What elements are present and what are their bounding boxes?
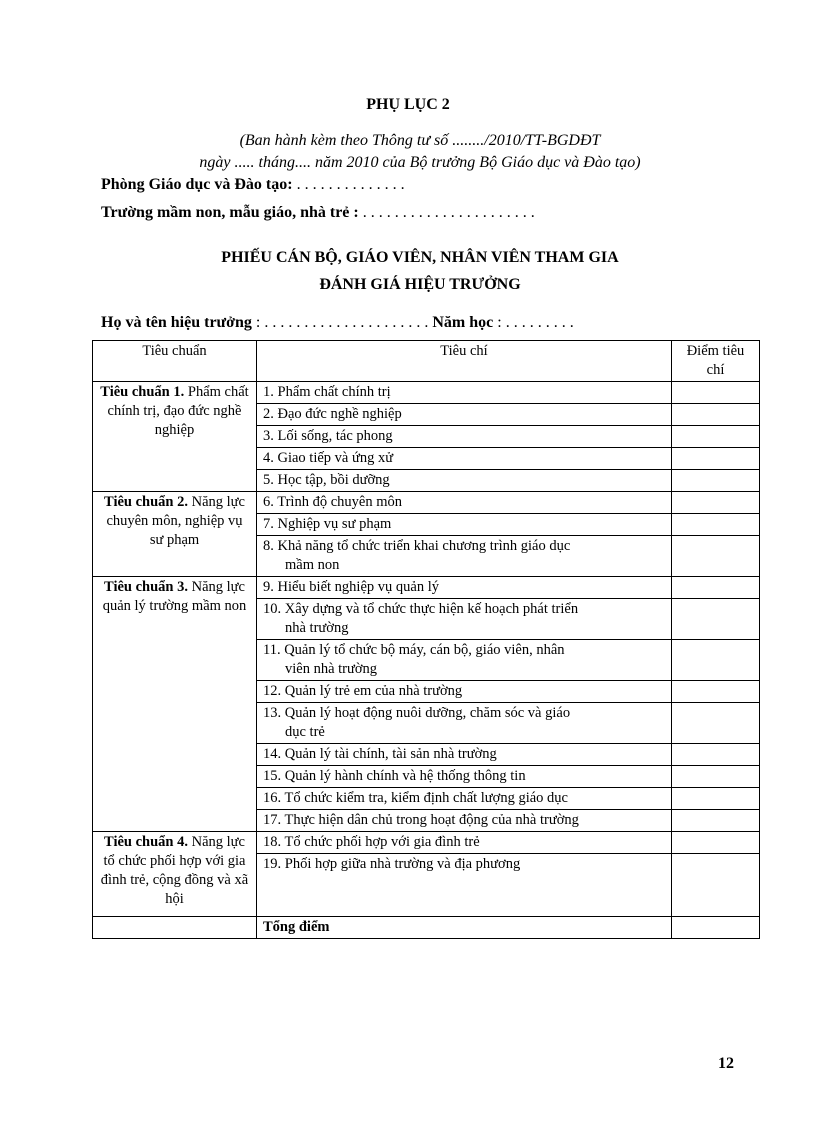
score-cell-12[interactable] xyxy=(672,681,760,703)
criterion-15: 15. Quản lý hành chính và hệ thống thông tin xyxy=(257,766,672,788)
score-cell-2[interactable] xyxy=(672,404,760,426)
standard-4-cell xyxy=(93,832,257,917)
criterion-14: 14. Quản lý tài chính, tài sản nhà trường xyxy=(257,744,672,766)
total-label: Tổng điểm xyxy=(257,917,672,939)
criterion-5: 5. Học tập, bồi dưỡng xyxy=(257,470,672,492)
score-cell-9[interactable] xyxy=(672,577,760,599)
table-row xyxy=(93,492,760,514)
criterion-7: 7. Nghiệp vụ sư phạm xyxy=(257,514,672,536)
score-cell-15[interactable] xyxy=(672,766,760,788)
score-cell-14[interactable] xyxy=(672,744,760,766)
criterion-19: 19. Phối hợp giữa nhà trường và địa phương xyxy=(257,854,672,917)
score-cell-17[interactable] xyxy=(672,810,760,832)
department-dots: . . . . . . . . . . . . . . xyxy=(292,176,405,193)
table-row xyxy=(93,382,760,404)
criterion-16: 16. Tổ chức kiểm tra, kiểm định chất lượng giáo dục xyxy=(257,788,672,810)
standard-2-cell xyxy=(93,492,257,577)
form-title xyxy=(0,244,816,298)
score-cell-1[interactable] xyxy=(672,382,760,404)
standard-2-desc: Năng lực chuyên môn, nghiệp vụ sư phạm xyxy=(106,494,245,548)
criterion-18: 18. Tổ chức phối hợp với gia đình trẻ xyxy=(257,832,672,854)
score-cell-16[interactable] xyxy=(672,788,760,810)
standard-2-title: Tiêu chuẩn 2. xyxy=(104,494,188,510)
standard-3-cell xyxy=(93,577,257,832)
score-cell-10[interactable] xyxy=(672,599,760,640)
standard-4-title: Tiêu chuẩn 4. xyxy=(104,834,188,850)
total-row xyxy=(93,917,760,939)
score-cell-4[interactable] xyxy=(672,448,760,470)
criterion-9: 9. Hiểu biết nghiệp vụ quản lý xyxy=(257,577,672,599)
standard-1-cell xyxy=(93,382,257,492)
page-number: 12 xyxy=(718,1055,734,1072)
standard-1-title: Tiêu chuẩn 1. xyxy=(100,384,185,400)
criterion-12: 12. Quản lý trẻ em của nhà trường xyxy=(257,681,672,703)
school-year-dots: : . . . . . . . . . xyxy=(493,314,574,331)
issued-line-1: (Ban hành kèm theo Thông tư số ......../2010/TT-BGDĐT xyxy=(239,132,601,149)
score-cell-18[interactable] xyxy=(672,832,760,854)
total-score-cell[interactable] xyxy=(672,917,760,939)
standard-3-desc: Năng lực quản lý trường mầm non xyxy=(102,579,247,614)
score-cell-6[interactable] xyxy=(672,492,760,514)
header-score: Điểm tiêu chí xyxy=(672,341,760,382)
table-header-row xyxy=(93,341,760,382)
score-cell-7[interactable] xyxy=(672,514,760,536)
standard-3-title: Tiêu chuẩn 3. xyxy=(104,579,188,595)
school-year-label: Năm học xyxy=(432,314,494,331)
department-label: Phòng Giáo dục và Đào tạo: xyxy=(101,176,293,193)
form-title-line-2: ĐÁNH GIÁ HIỆU TRƯỞNG xyxy=(319,276,521,293)
header-criteria: Tiêu chí xyxy=(257,341,672,382)
criterion-3: 3. Lối sống, tác phong xyxy=(257,426,672,448)
criterion-10: 10. Xây dựng và tổ chức thực hiện kế hoạch phát triển nhà trường xyxy=(257,599,672,640)
score-cell-8[interactable] xyxy=(672,536,760,577)
total-empty-cell xyxy=(93,917,257,939)
criterion-17: 17. Thực hiện dân chủ trong hoạt động của nhà trường xyxy=(257,810,672,832)
appendix-title: PHỤ LỤC 2 xyxy=(366,96,450,113)
issued-line-2: ngày ..... tháng.... năm 2010 của Bộ trưởng Bộ Giáo dục và Đào tạo) xyxy=(199,154,641,171)
criterion-8: 8. Khả năng tổ chức triển khai chương trình giáo dục mầm non xyxy=(257,536,672,577)
school-label: Trường mầm non, mẫu giáo, nhà trẻ : xyxy=(101,204,359,221)
school-dots: . . . . . . . . . . . . . . . . . . . . . . xyxy=(358,204,535,221)
table-row xyxy=(93,577,760,599)
table-row xyxy=(93,832,760,854)
standard-4-desc: Năng lực tổ chức phối hợp với gia đình trẻ, cộng đồng và xã hội xyxy=(100,834,249,907)
criterion-13: 13. Quản lý hoạt động nuôi dưỡng, chăm sóc và giáo dục trẻ xyxy=(257,703,672,744)
score-cell-3[interactable] xyxy=(672,426,760,448)
criterion-11: 11. Quản lý tổ chức bộ máy, cán bộ, giáo viên, nhân viên nhà trường xyxy=(257,640,672,681)
criterion-2: 2. Đạo đức nghề nghiệp xyxy=(257,404,672,426)
score-cell-5[interactable] xyxy=(672,470,760,492)
criterion-1: 1. Phẩm chất chính trị xyxy=(257,382,672,404)
school-line xyxy=(101,204,535,222)
score-cell-19[interactable] xyxy=(672,854,760,917)
principal-dots: : . . . . . . . . . . . . . . . . . . . . . xyxy=(251,314,433,331)
department-line xyxy=(101,176,405,194)
score-cell-13[interactable] xyxy=(672,703,760,744)
score-cell-11[interactable] xyxy=(672,640,760,681)
form-title-line-1: PHIẾU CÁN BỘ, GIÁO VIÊN, NHÂN VIÊN THAM GIA xyxy=(221,249,619,266)
evaluation-table xyxy=(92,340,760,939)
criterion-6: 6. Trình độ chuyên môn xyxy=(257,492,672,514)
principal-line xyxy=(101,314,574,332)
criterion-4: 4. Giao tiếp và ứng xử xyxy=(257,448,672,470)
standard-1-desc: Phẩm chất chính trị, đạo đức nghề nghiệp xyxy=(107,384,249,438)
issued-note xyxy=(0,130,816,174)
principal-label: Họ và tên hiệu trưởng xyxy=(101,314,252,331)
header-standard: Tiêu chuẩn xyxy=(93,341,257,382)
